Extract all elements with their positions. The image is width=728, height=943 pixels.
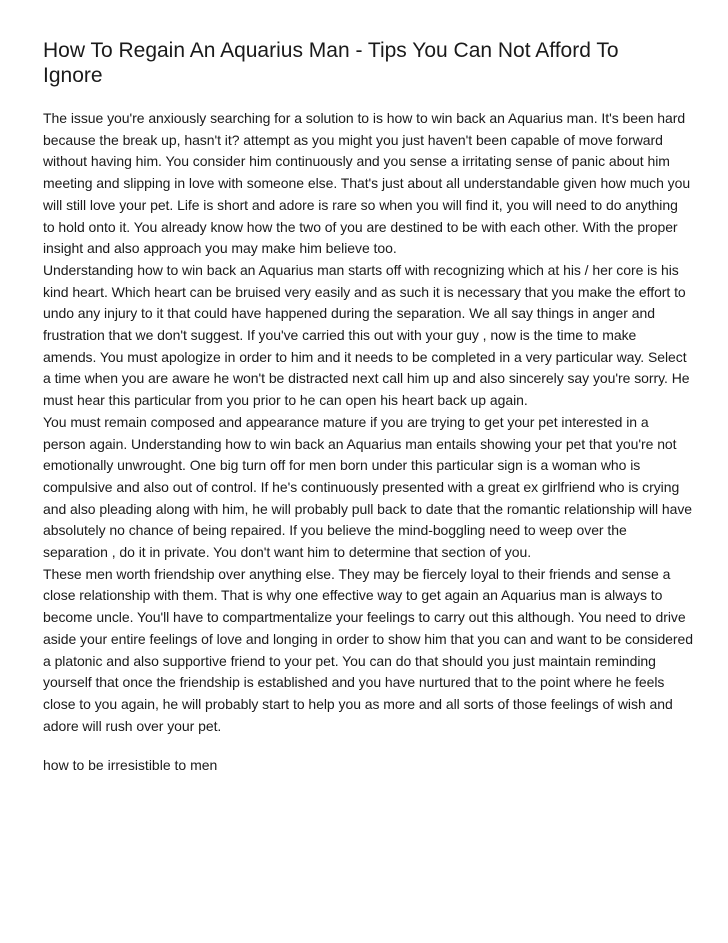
paragraph-3: You must remain composed and appearance mature if you are trying to get your pet interested in a person again. Understanding how to win back an Aquarius man entails showing your pet that you're not emotionally unwrought. One big turn off for men born under this particular sign is a woman who is compulsive and also out of control. If he's continuously presented with a great ex girlfriend who is crying and also pleading along with him, he will probably pull back to date that the romantic relationship will have absolutely no chance of being repaired. If you believe the mind-boggling need to weep over the separation , do it in private. You don't want him to determine that section of you. [43, 413, 693, 561]
paragraph-4: These men worth friendship over anything else. They may be fiercely loyal to their friends and sense a close relationship with them. That is why one effective way to get again an Aquarius man is always to become uncle. You'll have to compartmentalize your feelings to carry out this although. You need to drive aside your entire feelings of love and longing in order to show him that you can and want to be considered a platonic and also supportive friend to your pet. You can do that should you just maintain reminding yourself that once the friendship is established and you have nurtured that to the point where he feels close to you again, he will probably start to help you as more and all sorts of those feelings of wish and adore will rush over your pet. [43, 565, 694, 734]
page-title: How To Regain An Aquarius Man - Tips You Can Not Afford To Ignore [43, 39, 619, 87]
paragraph-1: The issue you're anxiously searching for a solution to is how to win back an Aquarius man. It's been hard because the break up, hasn't it? attempt as you might you just haven't been capable of move forward without having him. You consider him continuously and you sense a irritating sense of panic about him meeting and slipping in love with someone else. That's just about all understandable given how much you will still love your pet. Life is short and adore is rare so when you will find it, you will need to do anything to hold onto it. You already know how the two of you are destined to be with each other. With the proper insight and also approach you may make him believe too. [43, 110, 691, 257]
paragraph-2: Understanding how to win back an Aquarius man starts off with recognizing which at his / her core is his kind heart. Which heart can be bruised very easily and as such it is necessary that you make the effort to undo any injury to it that could have happened during the separation. We all say things in anger and frustration that we don't suggest. If you've carried this out with your guy , now is the time to make amends. You must apologize in order to him and it needs to be completed in a very particular way. Select a time when you are aware he won't be distracted next call him up and also sincerely say you're sorry. He must hear this particular from you prior to he can open his heart back up again. [43, 261, 690, 409]
article-body [43, 108, 693, 737]
footer-link-text: how to be irresistible to men [43, 757, 218, 774]
document-page [43, 0, 693, 776]
